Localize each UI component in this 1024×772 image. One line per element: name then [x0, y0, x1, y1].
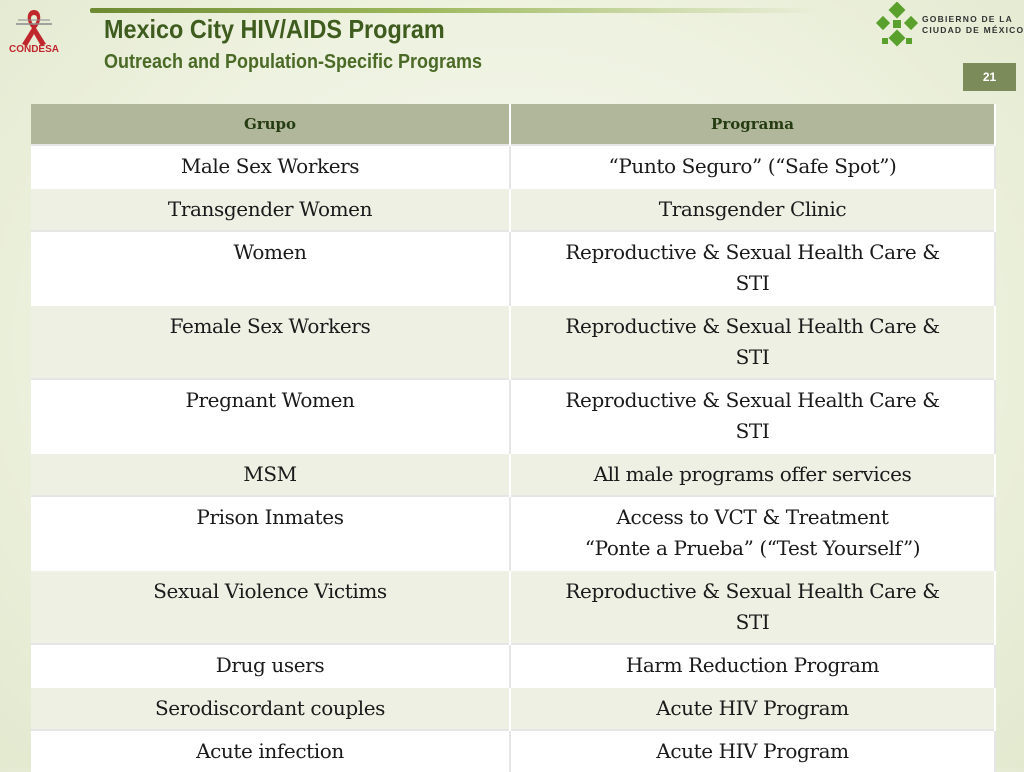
- table-row: [31, 730, 995, 772]
- table-row: [31, 305, 995, 379]
- gobierno-line-1: GOBIERNO DE LA: [922, 14, 1013, 24]
- slide-number-badge: 21: [963, 63, 1016, 91]
- table-row: [31, 379, 995, 453]
- table-row: [31, 570, 995, 644]
- column-header-grupo: Grupo: [31, 104, 510, 145]
- programa-line: Access to VCT & Treatment: [616, 505, 889, 529]
- programa-cell: [510, 188, 995, 231]
- condesa-logo-text: CONDESA: [8, 44, 59, 55]
- table-row: [31, 145, 995, 188]
- table-row: [31, 453, 995, 496]
- gobierno-cdmx-text: [922, 14, 1024, 36]
- red-ribbon-icon: [4, 4, 64, 48]
- programa-line: Reproductive & Sexual Health Care &: [565, 388, 940, 412]
- header-rule: [90, 8, 820, 13]
- grupo-cell: Transgender Women: [31, 188, 510, 231]
- programa-cell: [510, 231, 995, 305]
- grupo-cell: Female Sex Workers: [31, 305, 510, 379]
- programa-line: Harm Reduction Program: [625, 653, 880, 677]
- slide-title: Mexico City HIV/AIDS Program: [104, 14, 445, 44]
- grupo-cell: MSM: [31, 453, 510, 496]
- programa-line: Acute HIV Program: [656, 696, 849, 720]
- grupo-cell: Acute infection: [31, 730, 510, 772]
- grupo-cell: Pregnant Women: [31, 379, 510, 453]
- programs-table: [31, 104, 996, 772]
- condesa-logo: [4, 4, 64, 60]
- programa-line: Reproductive & Sexual Health Care &: [565, 240, 940, 264]
- programa-cell: [510, 453, 995, 496]
- programa-line: STI: [735, 419, 770, 443]
- table-row: [31, 644, 995, 687]
- table-row: [31, 188, 995, 231]
- programa-line: Reproductive & Sexual Health Care &: [565, 579, 940, 603]
- programa-cell: [510, 644, 995, 687]
- programa-line: Acute HIV Program: [656, 739, 849, 763]
- table-row: [31, 687, 995, 730]
- grupo-cell: Serodiscordant couples: [31, 687, 510, 730]
- grupo-cell: Drug users: [31, 644, 510, 687]
- programa-cell: [510, 687, 995, 730]
- programa-cell: [510, 730, 995, 772]
- programa-cell: [510, 496, 995, 570]
- programa-line: STI: [735, 271, 770, 295]
- programa-cell: [510, 570, 995, 644]
- cdmx-emblem-icon: [874, 2, 920, 54]
- grupo-cell: Prison Inmates: [31, 496, 510, 570]
- programa-line: All male programs offer services: [593, 462, 912, 486]
- programa-line: Transgender Clinic: [658, 197, 847, 221]
- grupo-cell: Sexual Violence Victims: [31, 570, 510, 644]
- gobierno-line-2: CIUDAD DE MÉXICO: [922, 25, 1024, 35]
- programa-line: Reproductive & Sexual Health Care &: [565, 314, 940, 338]
- table-row: [31, 496, 995, 570]
- grupo-cell: Male Sex Workers: [31, 145, 510, 188]
- gobierno-cdmx-logo: [872, 0, 1022, 56]
- programa-line: STI: [735, 345, 770, 369]
- table-header-row: [31, 104, 995, 145]
- programa-line: STI: [735, 610, 770, 634]
- programa-cell: [510, 379, 995, 453]
- slide-subtitle: Outreach and Population-Specific Programs: [104, 51, 483, 73]
- grupo-cell: Women: [31, 231, 510, 305]
- programa-line: “Ponte a Prueba” (“Test Yourself”): [584, 536, 921, 560]
- table-row: [31, 231, 995, 305]
- programa-line: “Punto Seguro” (“Safe Spot”): [608, 154, 897, 178]
- programa-cell: [510, 145, 995, 188]
- programa-cell: [510, 305, 995, 379]
- column-header-programa: Programa: [510, 104, 995, 145]
